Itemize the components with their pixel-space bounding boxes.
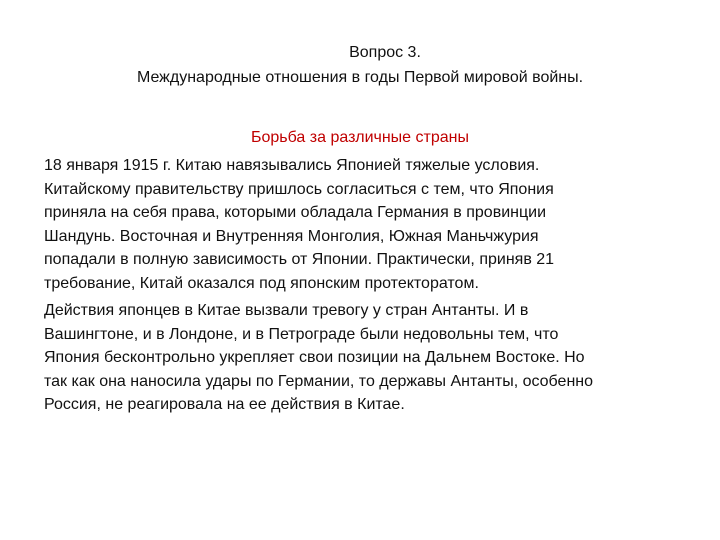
paragraph-line: Вашингтоне, и в Лондоне, и в Петрограде были недовольны тем, что bbox=[44, 325, 559, 343]
slide-subtitle: Борьба за различные страны bbox=[251, 129, 469, 146]
paragraph-1 bbox=[44, 154, 684, 295]
slide-body bbox=[44, 154, 684, 417]
paragraph-line: Россия, не реагировала на ее действия в Китае. bbox=[44, 396, 405, 413]
title-question-number: Вопрос 3. bbox=[349, 44, 421, 61]
slide-title bbox=[40, 40, 680, 90]
paragraph-line: Япония бесконтрольно укрепляет свои позиции на Дальнем Востоке. Но bbox=[44, 349, 585, 366]
paragraph-line: требование, Китай оказался под японским протекторатом. bbox=[44, 274, 479, 292]
title-topic: Международные отношения в годы Первой мировой войны. bbox=[136, 69, 584, 86]
paragraph-line: 18 января 1915 г. Китаю навязывались Японией тяжелые условия. bbox=[44, 157, 540, 174]
paragraph-line: так как она наносила удары по Германии, то державы Антанты, особенно bbox=[44, 372, 594, 390]
paragraph-line: Китайскому правительству пришлось согласиться с тем, что Япония bbox=[44, 180, 554, 198]
paragraph-line: приняла на себя права, которыми обладала Германия в провинции bbox=[44, 204, 547, 221]
paragraph-2 bbox=[44, 299, 684, 417]
paragraph-line: Действия японцев в Китае вызвали тревогу у стран Антанты. И в bbox=[44, 302, 529, 319]
paragraph-line: попадали в полную зависимость от Японии. Практически, приняв 21 bbox=[44, 251, 555, 268]
paragraph-line: Шандунь. Восточная и Внутренняя Монголия, Южная Маньчжурия bbox=[44, 227, 539, 245]
